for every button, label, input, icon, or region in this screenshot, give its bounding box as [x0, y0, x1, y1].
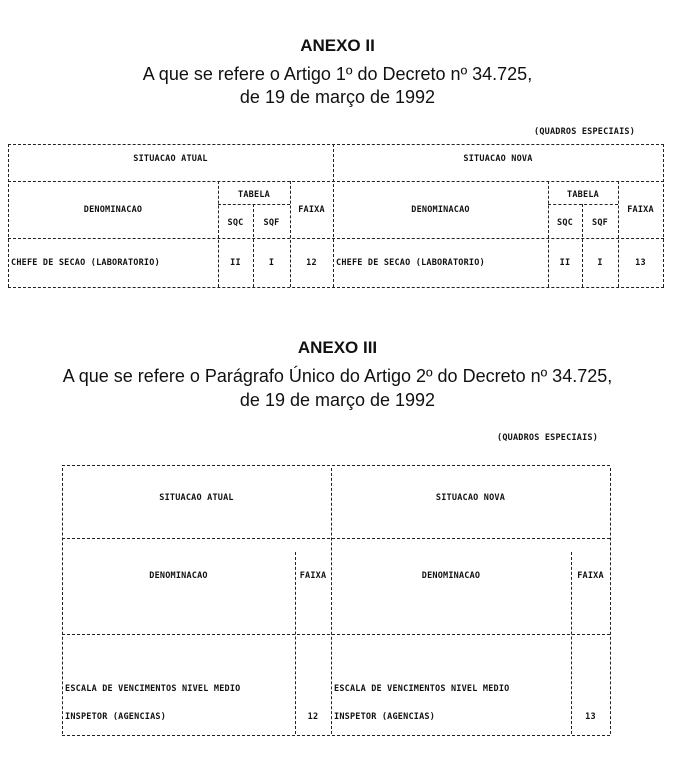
table-cell-faixa: 13 [585, 712, 596, 722]
rule [8, 144, 9, 287]
faixa-header: FAIXA [298, 205, 325, 215]
table-cell-denominacao: CHEFE DE SECAO (LABORATORIO) [11, 258, 160, 268]
rule [253, 204, 254, 287]
situacao-atual-label: SITUACAO ATUAL [159, 493, 234, 503]
rule [62, 468, 63, 734]
tabela-header: TABELA [567, 190, 599, 200]
table-cell-denominacao: INSPETOR (AGENCIAS) [65, 712, 167, 722]
situacao-nova-label: SITUACAO NOVA [463, 154, 533, 164]
table-cell-sqc: II [559, 258, 571, 268]
rule [8, 181, 664, 182]
rule [331, 468, 332, 734]
anexo-3-subtitle-line1: A que se refere o Parágrafo Único do Artigo 2º do Decreto nº 34.725, [62, 366, 613, 386]
rule [62, 634, 610, 635]
rule [582, 204, 583, 287]
rule [62, 735, 610, 736]
tabela-header: TABELA [238, 190, 270, 200]
table-cell-denominacao: INSPETOR (AGENCIAS) [334, 712, 436, 722]
rule [218, 204, 290, 205]
anexo-3-subtitle-line2: de 19 de março de 1992 [239, 390, 436, 410]
rule [610, 468, 611, 734]
rule [618, 181, 619, 287]
rule [663, 144, 664, 287]
table-cell-denominacao: ESCALA DE VENCIMENTOS NIVEL MEDIO [334, 684, 510, 694]
sqf-header: SQF [263, 218, 280, 228]
rule [290, 181, 291, 287]
sqf-header: SQF [592, 218, 608, 228]
situacao-atual-label: SITUACAO ATUAL [133, 154, 208, 164]
denominacao-header: DENOMINACAO [421, 571, 481, 581]
table-cell-faixa: 12 [307, 712, 319, 722]
rule [333, 144, 334, 287]
rule [8, 144, 664, 145]
table-cell-faixa: 13 [635, 258, 646, 268]
anexo-3-title: ANEXO III [297, 338, 378, 357]
rule [62, 465, 610, 466]
rule [62, 538, 610, 539]
table-cell-sqf: I [597, 258, 603, 268]
anexo-2-note: (QUADROS ESPECIAIS) [534, 127, 636, 137]
table-cell-denominacao: ESCALA DE VENCIMENTOS NIVEL MEDIO [65, 684, 241, 694]
anexo-3-note: (QUADROS ESPECIAIS) [497, 433, 599, 443]
denominacao-header: DENOMINACAO [83, 205, 143, 215]
table-cell-sqf: I [268, 258, 275, 268]
table-cell-faixa: 12 [306, 258, 317, 268]
anexo-2-title: ANEXO II [300, 36, 375, 55]
sqc-header: SQC [557, 218, 573, 228]
faixa-header: FAIXA [627, 205, 654, 215]
rule [548, 204, 618, 205]
table-cell-sqc: II [230, 258, 241, 268]
anexo-2-subtitle-line2: de 19 de março de 1992 [239, 87, 436, 107]
anexo-2-subtitle-line1: A que se refere o Artigo 1º do Decreto nº 34.725, [142, 64, 533, 84]
sqc-header: SQC [227, 218, 244, 228]
table-cell-denominacao: CHEFE DE SECAO (LABORATORIO) [336, 258, 485, 268]
denominacao-header: DENOMINACAO [411, 205, 470, 215]
rule [8, 287, 664, 288]
faixa-header: FAIXA [299, 571, 327, 581]
situacao-nova-label: SITUACAO NOVA [435, 493, 506, 503]
faixa-header: FAIXA [577, 571, 604, 581]
rule [8, 238, 664, 239]
denominacao-header: DENOMINACAO [149, 571, 208, 581]
